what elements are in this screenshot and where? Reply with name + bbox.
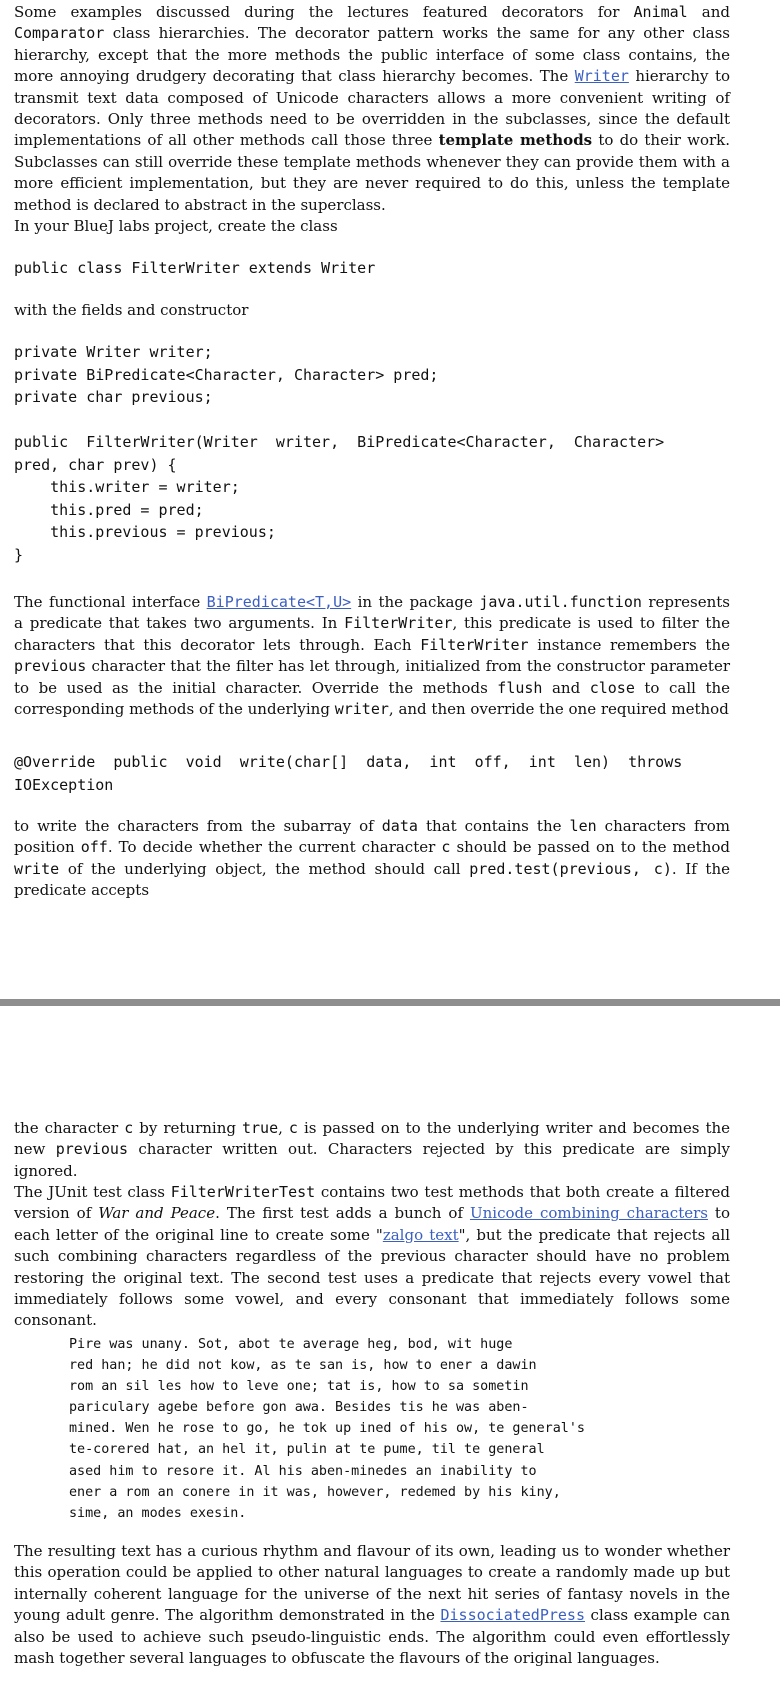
text: to each letter of the original line to create some " <box>14 1204 730 1244</box>
code-write: write <box>14 859 60 878</box>
page-separator <box>0 999 780 1006</box>
text: is passed on to the underlying writer and becomes the new <box>14 1119 731 1159</box>
code-pred-test: pred.test(previous, c) <box>469 859 672 878</box>
code-flush: flush <box>497 678 543 697</box>
writer-link[interactable]: Writer <box>574 67 629 86</box>
text: . If the predicate accepts <box>14 859 730 900</box>
fields-paragraph: with the fields and constructor <box>14 301 249 319</box>
dissociatedpress-link[interactable]: DissociatedPress <box>440 1606 585 1625</box>
template-methods-bold: template methods <box>438 131 593 150</box>
text: The JUnit test class <box>14 1183 171 1201</box>
text: , this predicate is used to filter the characters that this decorator lets through. Each <box>14 614 730 654</box>
text: should be passed on to the method <box>450 838 730 857</box>
class-declaration-code: public class FilterWriter extends Writer <box>14 259 376 277</box>
text: Some examples discussed during the lectures featured decorators for <box>14 3 634 21</box>
fields-code: private Writer writer; private BiPredicate<Character, Character> pred; private char previous; <box>14 343 439 406</box>
code-filterwriter: FilterWriter <box>420 635 529 654</box>
code-close: close <box>589 678 635 697</box>
zalgo-text-link[interactable]: zalgo text <box>382 1225 459 1244</box>
text: hierarchy to transmit text data composed of Unicode characters allows a more convenient writing of decorators. Only three methods need to be overridden in the subclasses, since the default implementations of all other methods call those three <box>14 67 730 150</box>
conclusion-paragraph <box>14 1541 730 1669</box>
text: and <box>542 678 590 697</box>
constructor-code: public FilterWriter(Writer writer, BiPredicate<Character, Character> pred, char prev) { this.writer = writer; this.pred = pred; this.previous = previous; } <box>14 433 665 564</box>
unicode-combining-link[interactable]: Unicode combining characters <box>469 1204 708 1223</box>
text: represents a predicate that takes two arguments. In <box>14 593 730 633</box>
text: , <box>278 1119 289 1137</box>
code-writer: writer <box>334 700 389 719</box>
junit-test-paragraph <box>14 1182 730 1332</box>
filtered-text-excerpt: Pire was unany. Sot, abot te average heg, bod, wit huge red han; he did not kow, as te san is, how to ener a dawin rom an sil les how to leve one; tat is, how to sa sometin pariculary agebe before gon awa. Besides tis he was aben- mined. Wen he rose to go, he tok up ined of his ow, te general's te-corered hat, an hel it, pulin at te pume, til te general ased him to resore it. Al his aben-minedes an inability to ener a rom an conere in it was, however, redemed by his kiny, sime, an modes exesin. <box>69 1337 585 1521</box>
text: contains two test methods that both create a filtered version of <box>14 1183 730 1223</box>
text: , and then override the one required method <box>388 700 729 719</box>
text: . The first test adds a bunch of <box>215 1204 470 1223</box>
text: character written out. Characters rejected by this predicate are simply ignored. <box>14 1140 730 1180</box>
text: The resulting text has a curious rhythm and flavour of its own, leading us to wonder whether this operation could be applied to other natural languages to create a randomly made up but internally coherent language for the universe of the next hit series of fantasy novels in the young adult genre. The algorithm demonstrated in the <box>14 1542 730 1625</box>
write-description-paragraph <box>14 816 730 902</box>
code-c: c <box>288 1119 298 1137</box>
text: characters from position <box>14 817 731 857</box>
code-comparator: Comparator <box>14 24 105 43</box>
book-title: War and Peace <box>98 1204 216 1223</box>
text: . To decide whether the current character <box>107 838 442 857</box>
bipredicate-link[interactable]: BiPredicate<T,U> <box>206 593 352 611</box>
code-len: len <box>569 817 597 835</box>
write-method-code: @Override public void write(char[] data, int off, int len) throws IOException <box>14 753 683 794</box>
text: in the package <box>351 593 480 611</box>
code-c: c <box>124 1119 134 1137</box>
text: character that the filter has let through, initialized from the constructor parameter to be used as the initial character. Override the methods <box>14 657 730 697</box>
text: to do their work. Subclasses can still override these template methods whenever they can provide them with a more efficient implementation, but they are never required to do this, unless the template method is declared to abstract in the superclass. <box>14 131 730 214</box>
predicate-accepts-paragraph <box>14 1118 730 1182</box>
text: and <box>687 3 730 21</box>
code-filterwritertest: FilterWriterTest <box>170 1183 316 1201</box>
code-data: data <box>381 817 418 835</box>
text: The functional interface <box>14 593 207 611</box>
text: ", but the predicate that rejects all such combining characters regardless of the previous character should have no problem restoring the original text. The second test uses a predicate that rejects every vowel that immediately follows some vowel, and every consonant that immediately follows some consonant. <box>14 1225 730 1330</box>
create-class-paragraph: In your BlueJ labs project, create the class <box>14 217 338 235</box>
code-filterwriter: FilterWriter <box>344 614 453 633</box>
code-previous: previous <box>14 657 87 676</box>
text: class example can also be used to achieve such pseudo-linguistic ends. The algorithm could even effortlessly mash together several languages to obfuscate the flavours of the original languages. <box>14 1606 730 1668</box>
text: class hierarchies. The decorator pattern works the same for any other class hierarchy, except that the more methods the public interface of some class contains, the more annoying drudgery decorating that class hierarchy becomes. The <box>14 24 730 86</box>
text: to call the corresponding methods of the underlying <box>14 678 731 719</box>
bipredicate-paragraph <box>14 592 730 720</box>
code-off: off <box>80 838 108 857</box>
code-package: java.util.function <box>479 593 642 611</box>
text: to write the characters from the subarray of <box>14 817 382 835</box>
code-c: c <box>441 838 451 857</box>
intro-paragraph <box>14 2 730 216</box>
text: of the underlying object, the method should call <box>59 859 470 878</box>
code-true: true <box>242 1119 279 1137</box>
text: instance remembers the <box>528 635 730 654</box>
text: the character <box>14 1119 125 1137</box>
text: by returning <box>133 1119 242 1137</box>
code-animal: Animal <box>633 3 688 21</box>
code-previous: previous <box>55 1140 128 1159</box>
text: that contains the <box>417 817 570 835</box>
